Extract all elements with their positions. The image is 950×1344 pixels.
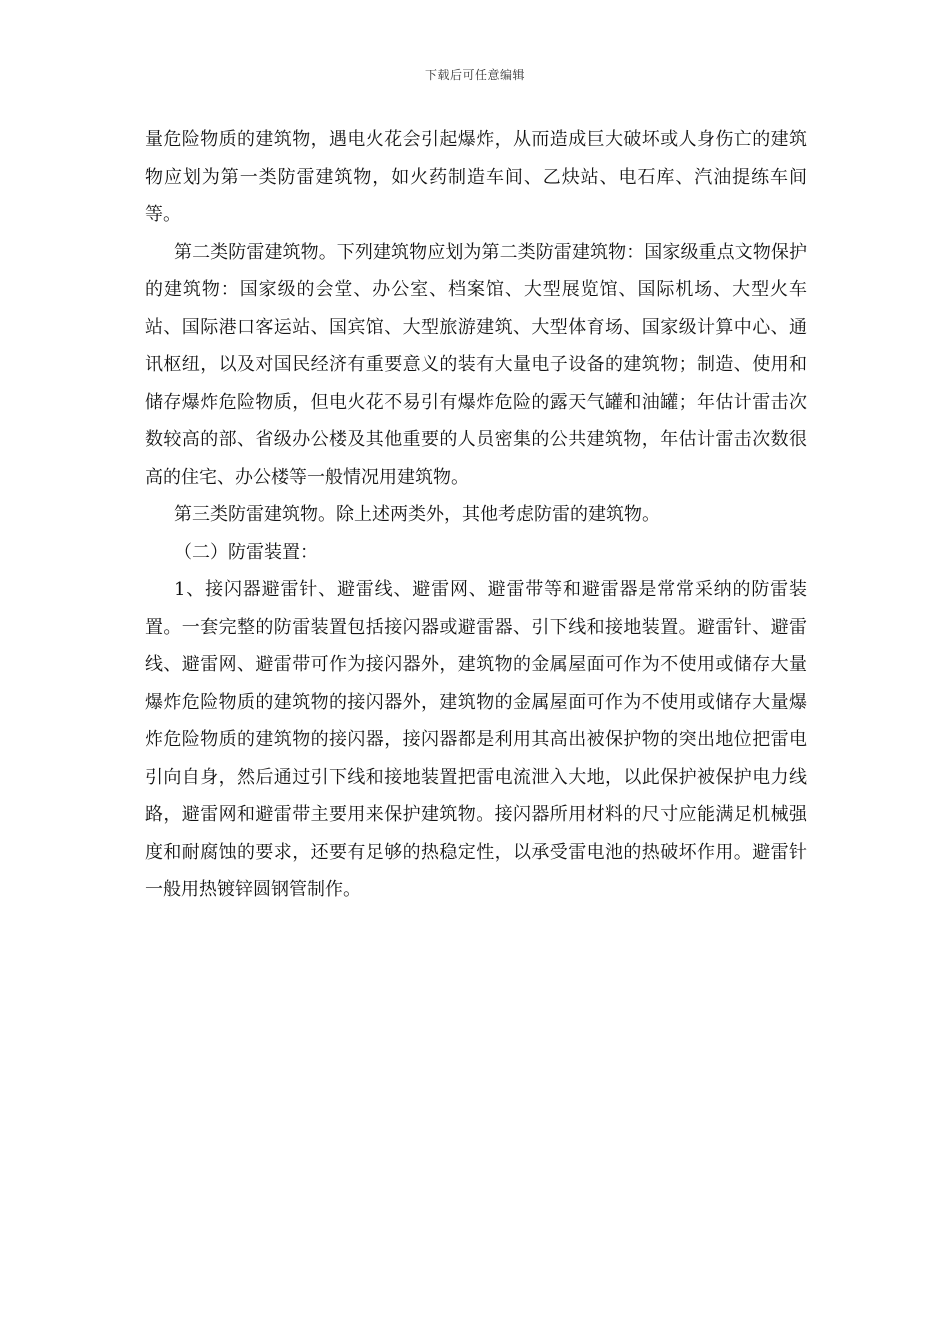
paragraph-class-three: 第三类防雷建筑物。除上述两类外，其他考虑防雷的建筑物。	[174, 504, 660, 525]
paragraph-continuation: 量危险物质的建筑物，遇电火花会引起爆炸，从而造成巨大破坏或人身伤亡的建筑物应划为第一类防雷建筑物，如火药制造车间、乙炔站、电石库、汽油提练车间等。	[145, 129, 807, 225]
section-heading-lightning-device: （二）防雷装置：	[174, 541, 318, 563]
document-body	[145, 121, 807, 909]
page-header: 下载后可任意编辑	[424, 68, 525, 82]
paragraph-air-terminal: 1、接闪器避雷针、避雷线、避雷网、避雷带等和避雷器是常常采纳的防雷装置。一套完整的防雷装置包括接闪器或避雷器、引下线和接地装置。避雷针、避雷线、避雷网、避雷带可作为接闪器外，建筑物的金属屋面可作为不使用或储存大量爆炸危险物质的建筑物的接闪器外，建筑物的金属屋面可作为不使用或储存大量爆炸危险物质的建筑物的接闪器，接闪器都是利用其高出被保护物的突出地位把雷电引向自身，然后通过引下线和接地装置把雷电流泄入大地，以此保护被保护电力线路，避雷网和避雷带主要用来保护建筑物。接闪器所用材料的尺寸应能满足机械强度和耐腐蚀的要求，还要有足够的热稳定性，以承受雷电池的热破坏作用。避雷针一般用热镀锌圆钢管制作。	[145, 579, 807, 900]
paragraph-class-two: 第二类防雷建筑物。下列建筑物应划为第二类防雷建筑物：国家级重点文物保护的建筑物：国家级的会堂、办公室、档案馆、大型展览馆、国际机场、大型火车站、国际港口客运站、国宾馆、大型旅游建筑、大型体育场、国家级计算中心、通讯枢纽，以及对国民经济有重要意义的装有大量电子设备的建筑物；制造、使用和储存爆炸危险物质，但电火花不易引有爆炸危险的露天气罐和油罐；年估计雷击次数较高的部、省级办公楼及其他重要的人员密集的公共建筑物，年估计雷击次数很高的住宅、办公楼等一般情况用建筑物。	[145, 241, 807, 488]
